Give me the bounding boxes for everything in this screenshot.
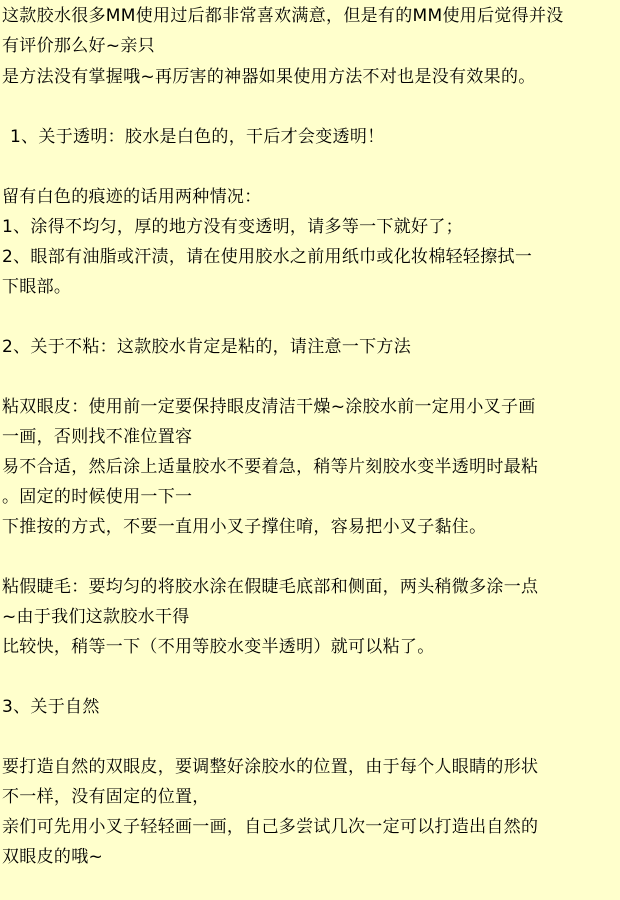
section-3-line-1: 要打造自然的双眼皮，要调整好涂胶水的位置，由于每个人眼睛的形状 xyxy=(2,757,539,777)
lashes-line-3: 比较快，稍等一下（不用等胶水变半透明）就可以粘了。 xyxy=(2,637,435,657)
eyelid-line-3: 易不合适，然后涂上适量胶水不要着急，稍等片刻胶水变半透明时最粘 xyxy=(2,457,539,477)
intro-line-3: 是方法没有掌握哦~再厉害的神器如果使用方法不对也是没有效果的。 xyxy=(2,67,536,87)
section-1-line-1: 留有白色的痕迹的话用两种情况： xyxy=(2,187,262,207)
section-1-line-4: 下眼部。 xyxy=(2,277,72,297)
lashes-line-1: 粘假睫毛：要均匀的将胶水涂在假睫毛底部和侧面，两头稍微多涂一点 xyxy=(2,577,539,597)
intro-line-1: 这款胶水很多MM使用过后都非常喜欢满意，但是有的MM使用后觉得并没 xyxy=(2,6,564,26)
section-1-line-3: 2、眼部有油脂或汗渍，请在使用胶水之前用纸巾或化妆棉轻轻擦拭一 xyxy=(2,247,533,267)
eyelid-line-5: 下推按的方式，不要一直用小叉子撑住唷，容易把小叉子黏住。 xyxy=(2,517,487,537)
section-3-title: 3、关于自然 xyxy=(2,697,100,717)
section-2-title: 2、关于不粘：这款胶水肯定是粘的，请注意一下方法 xyxy=(2,337,412,357)
eyelid-line-4: 。固定的时候使用一下一 xyxy=(2,487,193,507)
eyelid-line-2: 一画，否则找不准位置容 xyxy=(2,427,193,447)
section-1-line-2: 1、涂得不均匀，厚的地方没有变透明，请多等一下就好了； xyxy=(2,217,463,237)
section-1-title: 1、关于透明：胶水是白色的，干后才会变透明！ xyxy=(10,127,385,147)
lashes-line-2: ~由于我们这款胶水干得 xyxy=(2,607,190,627)
eyelid-line-1: 粘双眼皮：使用前一定要保持眼皮清洁干燥~涂胶水前一定用小叉子画 xyxy=(2,397,536,417)
section-3-line-2: 不一样，没有固定的位置， xyxy=(2,787,210,807)
intro-line-2: 有评价那么好~亲只 xyxy=(2,36,155,56)
section-3-line-3: 亲们可先用小叉子轻轻画一画，自己多尝试几次一定可以打造出自然的 xyxy=(2,817,539,837)
section-3-line-4: 双眼皮的哦~ xyxy=(2,847,104,867)
